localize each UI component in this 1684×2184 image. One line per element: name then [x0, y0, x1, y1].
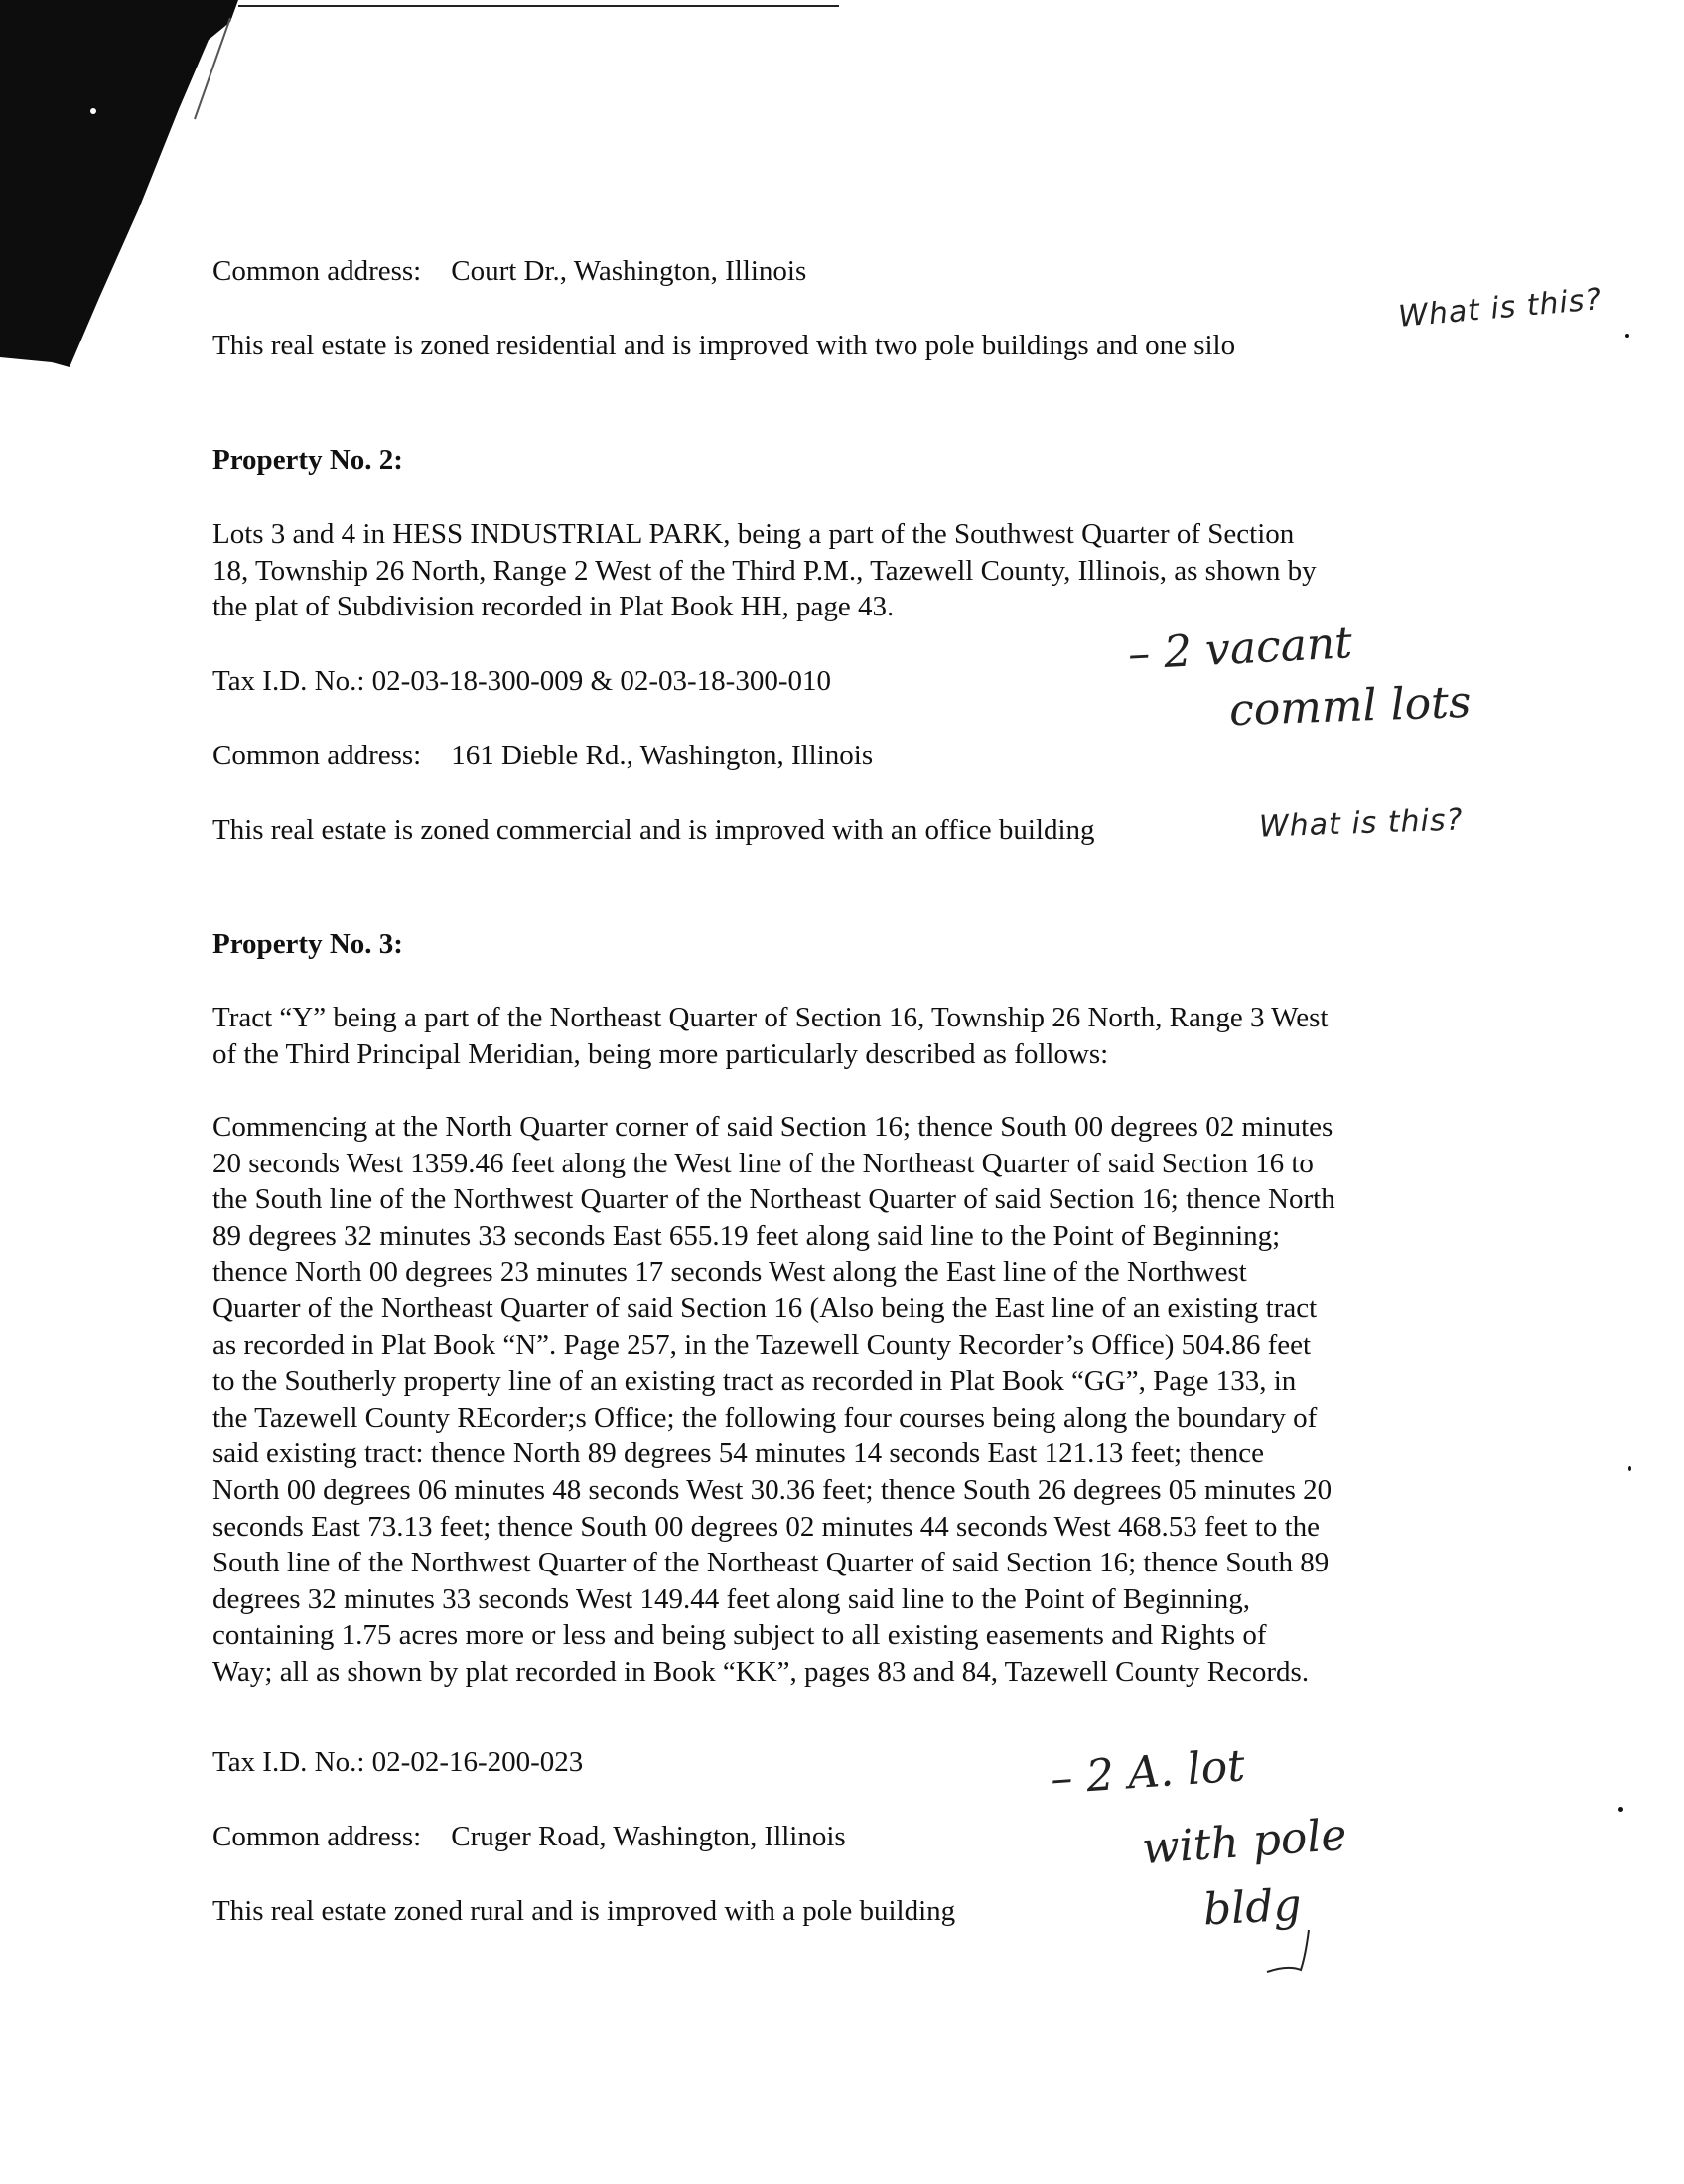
legal-line: the plat of Subdivision recorded in Plat Book HH, page 43. [212, 591, 895, 623]
tax-id-value: 02-02-16-200-023 [371, 1746, 584, 1778]
common-address-label: Common address: [212, 740, 422, 771]
handwritten-note-property-3-line2: with pole [1140, 1809, 1349, 1875]
property-3-metes-and-bounds [212, 1109, 1335, 1691]
description-line: the Tazewell County REcorder;s Office; the following four courses being along the boundary of [212, 1401, 1318, 1433]
common-address-value: Cruger Road, Washington, Illinois [451, 1821, 846, 1852]
description-line: North 00 degrees 06 minutes 48 seconds West 30.36 feet; thence South 26 degrees 05 minutes 20 [212, 1473, 1333, 1506]
description-line: South line of the Northwest Quarter of the Northeast Quarter of said Section 16; thence South 89 [212, 1547, 1330, 1579]
property-2-legal-description [212, 516, 1317, 625]
description-line: containing 1.75 acres more or less and being subject to all existing easements and Rights of [212, 1619, 1267, 1652]
description-line: the South line of the Northwest Quarter of the Northeast Quarter of said Section 16; thence North [212, 1183, 1335, 1216]
property-2-common-address-line [212, 738, 873, 774]
property-3-common-address-line [212, 1819, 846, 1855]
scan-speck [1628, 1466, 1631, 1471]
handwritten-note-property-3-line1: – 2 A. lot [1049, 1740, 1247, 1805]
intro-line: of the Third Principal Meridian, being more particularly described as follows: [212, 1037, 1109, 1070]
property-3-tax-id [212, 1744, 583, 1781]
description-line: seconds East 73.13 feet; thence South 00 degrees 02 minutes 44 seconds West 468.53 feet to the [212, 1510, 1320, 1543]
description-line: Quarter of the Northeast Quarter of said Section 16 (Also being the East line of an existing tract [212, 1292, 1318, 1324]
intro-line: Tract “Y” being a part of the Northeast Quarter of Section 16, Township 26 North, Range 3 West [212, 1002, 1329, 1033]
handwritten-note-property-3-line3: bldg [1201, 1879, 1303, 1936]
top-zoning-text: This real estate is zoned residential and is improved with two pole buildings and one silo [212, 330, 1236, 361]
top-common-address-line [212, 253, 806, 290]
handwritten-note-property-2-tax-line1: – 2 vacant [1126, 617, 1354, 680]
description-line: 20 seconds West 1359.46 feet along the West line of the Northeast Quarter of said Section 16 to [212, 1147, 1314, 1179]
description-line: 89 degrees 32 minutes 33 seconds East 655.19 feet along said line to the Point of Beginning; [212, 1219, 1281, 1252]
scan-speck [1618, 1807, 1623, 1812]
top-common-address-label: Common address: [212, 255, 422, 287]
tax-id-label: Tax I.D. No.: [212, 1746, 365, 1778]
top-common-address-value: Court Dr., Washington, Illinois [451, 255, 807, 287]
description-line: Way; all as shown by plat recorded in Book “KK”, pages 83 and 84, Tazewell County Records. [212, 1655, 1310, 1688]
property-3-heading: Property No. 3: [212, 928, 403, 960]
scan-artifact-corner [0, 0, 854, 377]
property-3-zoning-text: This real estate zoned rural and is improved with a pole building [212, 1895, 956, 1927]
legal-line: 18, Township 26 North, Range 2 West of the Third P.M., Tazewell County, Illinois, as shown by [212, 554, 1317, 587]
handwritten-note-top: What is this? [1396, 282, 1604, 335]
handwritten-note-property-2-zoning: What is this? [1258, 802, 1465, 845]
description-line: as recorded in Plat Book “N”. Page 257, in the Tazewell County Recorder’s Office) 504.86 feet [212, 1328, 1312, 1361]
property-2-heading: Property No. 2: [212, 444, 403, 476]
description-line: degrees 32 minutes 33 seconds West 149.44 feet along said line to the Point of Beginning, [212, 1582, 1250, 1615]
property-2-tax-id [212, 663, 831, 700]
description-line: said existing tract: thence North 89 degrees 54 minutes 14 seconds East 121.13 feet; thence [212, 1437, 1265, 1470]
common-address-label: Common address: [212, 1821, 422, 1852]
common-address-value: 161 Dieble Rd., Washington, Illinois [451, 740, 874, 771]
property-3-intro [212, 1000, 1328, 1072]
property-2-zoning-text: This real estate is zoned commercial and is improved with an office building [212, 814, 1095, 846]
handwritten-note-property-2-tax-line2: comml lots [1228, 676, 1473, 737]
legal-line: Lots 3 and 4 in HESS INDUSTRIAL PARK, being a part of the Southwest Quarter of Section [212, 518, 1295, 550]
tax-id-label: Tax I.D. No.: [212, 665, 365, 697]
description-line: thence North 00 degrees 23 minutes 17 seconds West along the East line of the Northwest [212, 1256, 1247, 1289]
description-line: to the Southerly property line of an existing tract as recorded in Plat Book “GG”, Page 133, in [212, 1365, 1297, 1398]
scan-speck [1625, 334, 1629, 338]
tax-id-value: 02-03-18-300-009 & 02-03-18-300-010 [371, 665, 831, 697]
description-line: Commencing at the North Quarter corner of said Section 16; thence South 00 degrees 02 minutes [212, 1111, 1333, 1143]
handwritten-flourish [1261, 1926, 1321, 1976]
